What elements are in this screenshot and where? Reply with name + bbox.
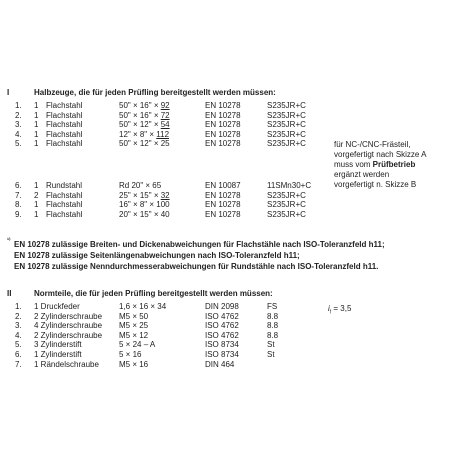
row-material: S235JR+C [267, 139, 306, 148]
note-line [334, 150, 427, 159]
row-standard: ISO 4762 [205, 312, 239, 321]
note-line [334, 140, 410, 149]
row-quantity: 1 [34, 120, 39, 129]
row-dimension: 5 × 24 – A [119, 340, 156, 349]
footnote-line-1: EN 10278 zulässige Breiten- und Dickenabweichungen für Flachstähle nach ISO-Toleranzfeld h11; [14, 240, 385, 249]
row-standard: EN 10087 [205, 181, 241, 190]
row-standard: EN 10278 [205, 139, 241, 148]
row-material: 8.8 [267, 321, 279, 330]
note-text: vorgefertigt nach Skizze A [334, 150, 427, 159]
row-dimension-text: 50" × 12" × 25 [119, 139, 170, 148]
row-material: S235JR+C [267, 210, 306, 219]
row-dimension [119, 130, 169, 139]
row-standard: EN 10278 [205, 210, 241, 219]
section-2-title: Normteile, die für jeden Prüfling bereitgestellt werden müssen: [34, 289, 273, 298]
row-position: 4. [15, 331, 22, 340]
row-material: S235JR+C [267, 111, 306, 120]
row-dimension: M5 × 50 [119, 312, 149, 321]
row-dimension-underlined: 72 [160, 111, 170, 120]
row-position: 8. [15, 200, 22, 209]
note-line [334, 170, 389, 179]
note-text: ergänzt werden [334, 170, 390, 179]
row-standard: ISO 4762 [205, 331, 239, 340]
row-position: 3. [15, 120, 22, 129]
row-dimension-text: 25" × 15" × [119, 191, 161, 200]
row-quantity: 1 [34, 210, 39, 219]
row-material: S235JR+C [267, 130, 306, 139]
row-part-name: 2 Zylinderschraube [34, 331, 103, 340]
row-material: S235JR+C [267, 120, 306, 129]
row-dimension: M5 × 12 [119, 331, 149, 340]
row-standard: ISO 8734 [205, 340, 239, 349]
row-material: S235JR+C [267, 200, 306, 209]
row-quantity: 1 [34, 130, 39, 139]
note-line [334, 160, 415, 169]
spring-ratio-symbol: i [328, 304, 330, 313]
row-part-name: Flachstahl [46, 210, 83, 219]
row-dimension-text: 16" × 8" × 100 [119, 200, 170, 209]
row-part-name: 1 Rändelschraube [34, 360, 99, 369]
row-standard: ISO 8734 [205, 350, 239, 359]
row-material: S235JR+C [267, 101, 306, 110]
section-2-number: II [7, 289, 12, 298]
row-part-name: 2 Zylinderschraube [34, 312, 103, 321]
row-dimension: 5 × 16 [119, 350, 142, 359]
spring-ratio-value: = 3,5 [333, 304, 352, 313]
spring-ratio-note [328, 304, 351, 318]
row-part-name: 1 Druckfeder [34, 302, 80, 311]
row-part-name: Flachstahl [46, 120, 83, 129]
row-material: St [267, 350, 275, 359]
row-standard: EN 10278 [205, 200, 241, 209]
row-part-name: 1 Zylinderstift [34, 350, 82, 359]
row-dimension [119, 181, 161, 190]
row-dimension-text: Rd 20" × 65 [119, 181, 162, 190]
row-position: 2. [15, 312, 22, 321]
row-dimension [119, 101, 170, 110]
row-position: 7. [15, 360, 22, 369]
row-part-name: 3 Zylinderstift [34, 340, 82, 349]
row-part-name: Flachstahl [46, 191, 83, 200]
row-quantity: 1 [34, 111, 39, 120]
row-position: 1. [15, 101, 22, 110]
row-dimension [119, 191, 170, 200]
row-quantity: 1 [34, 101, 39, 110]
row-material: FS [267, 302, 278, 311]
row-dimension [119, 200, 170, 209]
row-standard: EN 10278 [205, 130, 241, 139]
row-quantity: 1 [34, 139, 39, 148]
row-dimension-underlined: 54 [160, 120, 170, 129]
row-dimension-text: 50" × 12" × [119, 120, 161, 129]
row-part-name: Rundstahl [46, 181, 83, 190]
row-standard: DIN 2098 [205, 302, 239, 311]
row-quantity: 1 [34, 181, 39, 190]
row-position: 6. [15, 181, 22, 190]
row-quantity: 1 [34, 200, 39, 209]
footnote-marker: ¹⁾ [7, 238, 11, 244]
row-part-name: Flachstahl [46, 130, 83, 139]
row-standard: ISO 4762 [205, 321, 239, 330]
row-quantity: 2 [34, 191, 39, 200]
row-material: St [267, 340, 275, 349]
row-part-name: 4 Zylinderschraube [34, 321, 103, 330]
row-dimension [119, 139, 170, 148]
row-position: 2. [15, 111, 22, 120]
row-material: 8.8 [267, 312, 279, 321]
row-standard: EN 10278 [205, 101, 241, 110]
note-text: für NC-/CNC-Frästeil, [334, 140, 411, 149]
row-position: 3. [15, 321, 22, 330]
row-dimension-text: 50" × 16" × [119, 111, 161, 120]
row-dimension: M5 × 16 [119, 360, 149, 369]
row-position: 7. [15, 191, 22, 200]
note-text: vorgefertigt n. Skizze B [334, 180, 417, 189]
footnote-line-3: EN 10278 zulässige Nenndurchmesserabweichungen für Rundstähle nach ISO-Toleranzfeld h11. [14, 262, 379, 271]
row-standard: EN 10278 [205, 191, 241, 200]
row-dimension [119, 120, 170, 129]
row-part-name: Flachstahl [46, 101, 83, 110]
row-dimension-text: 12" × 8" × [119, 130, 157, 139]
row-material: 8.8 [267, 331, 279, 340]
row-position: 4. [15, 130, 22, 139]
row-part-name: Flachstahl [46, 139, 83, 148]
row-material: 11SMn30+C [267, 181, 312, 190]
row-position: 6. [15, 350, 22, 359]
note-bold-text: Prüfbetrieb [372, 160, 416, 169]
row-part-name: Flachstahl [46, 111, 83, 120]
row-standard: DIN 464 [205, 360, 235, 369]
row-material: S235JR+C [267, 191, 306, 200]
row-position: 9. [15, 210, 22, 219]
row-standard: EN 10278 [205, 111, 241, 120]
row-position: 5. [15, 340, 22, 349]
row-dimension-underlined: 92 [160, 101, 170, 110]
row-part-name: Flachstahl [46, 200, 83, 209]
row-dimension [119, 210, 170, 219]
section-1-number: I [7, 88, 10, 97]
note-line [334, 180, 416, 189]
row-dimension-text: 20" × 15" × 40 [119, 210, 170, 219]
row-dimension: 1,6 × 16 × 34 [119, 302, 167, 311]
row-position: 1. [15, 302, 22, 311]
note-text: muss vom [334, 160, 373, 169]
row-dimension: M5 × 25 [119, 321, 149, 330]
row-dimension-text: 50" × 16" × [119, 101, 161, 110]
row-dimension-underlined: 32 [160, 191, 170, 200]
spring-ratio-subscript: f [329, 309, 332, 316]
row-dimension-underlined: 112 [156, 130, 170, 139]
footnote-line-2: EN 10278 zulässige Seitenlängenabweichungen nach ISO-Toleranzfeld h11; [14, 251, 300, 260]
row-standard: EN 10278 [205, 120, 241, 129]
row-position: 5. [15, 139, 22, 148]
row-dimension [119, 111, 170, 120]
section-1-title: Halbzeuge, die für jeden Prüfling bereitgestellt werden müssen: [34, 88, 276, 97]
